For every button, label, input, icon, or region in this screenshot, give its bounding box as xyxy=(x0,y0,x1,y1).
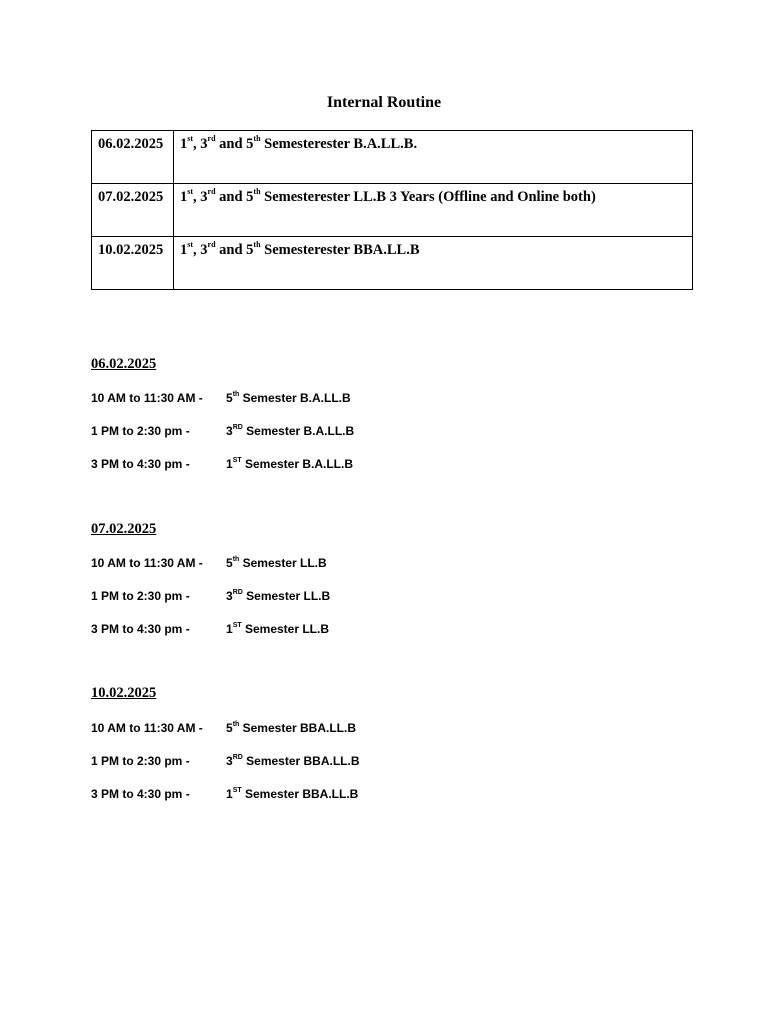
slot-course: 3RD Semester LL.B xyxy=(226,589,331,603)
table-row xyxy=(92,131,693,184)
slot-course: 1ST Semester B.A.LL.B xyxy=(226,457,354,471)
slot-time: 3 PM to 4:30 pm - xyxy=(91,622,190,636)
row-date: 07.02.2025 xyxy=(92,184,174,237)
routine-summary-table xyxy=(91,130,693,290)
slot-course: 5th Semester BBA.LL.B xyxy=(226,721,356,735)
slot-time: 3 PM to 4:30 pm - xyxy=(91,787,190,801)
schedule-slot xyxy=(91,553,491,573)
day-heading: 10.02.2025 xyxy=(91,685,157,701)
slot-time: 1 PM to 2:30 pm - xyxy=(91,754,190,768)
table-row xyxy=(92,237,693,290)
schedule-slot xyxy=(91,454,491,474)
slot-course: 5th Semester LL.B xyxy=(226,556,327,570)
row-date: 06.02.2025 xyxy=(92,131,174,184)
slot-course: 3RD Semester B.A.LL.B xyxy=(226,424,355,438)
row-date: 10.02.2025 xyxy=(92,237,174,290)
day-heading: 06.02.2025 xyxy=(91,356,157,372)
schedule-slot xyxy=(91,751,491,771)
slot-time: 1 PM to 2:30 pm - xyxy=(91,589,190,603)
row-description: 1st, 3rd and 5th Semesterester BBA.LL.B xyxy=(174,237,693,290)
slot-time: 10 AM to 11:30 AM - xyxy=(91,391,203,405)
row-description: 1st, 3rd and 5th Semesterester B.A.LL.B. xyxy=(174,131,693,184)
slot-time: 10 AM to 11:30 AM - xyxy=(91,721,203,735)
slot-course: 1ST Semester BBA.LL.B xyxy=(226,787,359,801)
slot-course: 5th Semester B.A.LL.B xyxy=(226,391,351,405)
schedule-slot xyxy=(91,619,491,639)
slot-course: 1ST Semester LL.B xyxy=(226,622,330,636)
schedule-slot xyxy=(91,421,491,441)
schedule-slot xyxy=(91,586,491,606)
schedule-slot xyxy=(91,784,491,804)
schedule-slot xyxy=(91,718,491,738)
slot-time: 3 PM to 4:30 pm - xyxy=(91,457,190,471)
schedule-slot xyxy=(91,388,491,408)
slot-time: 10 AM to 11:30 AM - xyxy=(91,556,203,570)
row-description: 1st, 3rd and 5th Semesterester LL.B 3 Years (Offline and Online both) xyxy=(174,184,693,237)
page-title: Internal Routine xyxy=(326,94,442,111)
slot-course: 3RD Semester BBA.LL.B xyxy=(226,754,360,768)
slot-time: 1 PM to 2:30 pm - xyxy=(91,424,190,438)
table-row xyxy=(92,184,693,237)
day-heading: 07.02.2025 xyxy=(91,521,157,537)
